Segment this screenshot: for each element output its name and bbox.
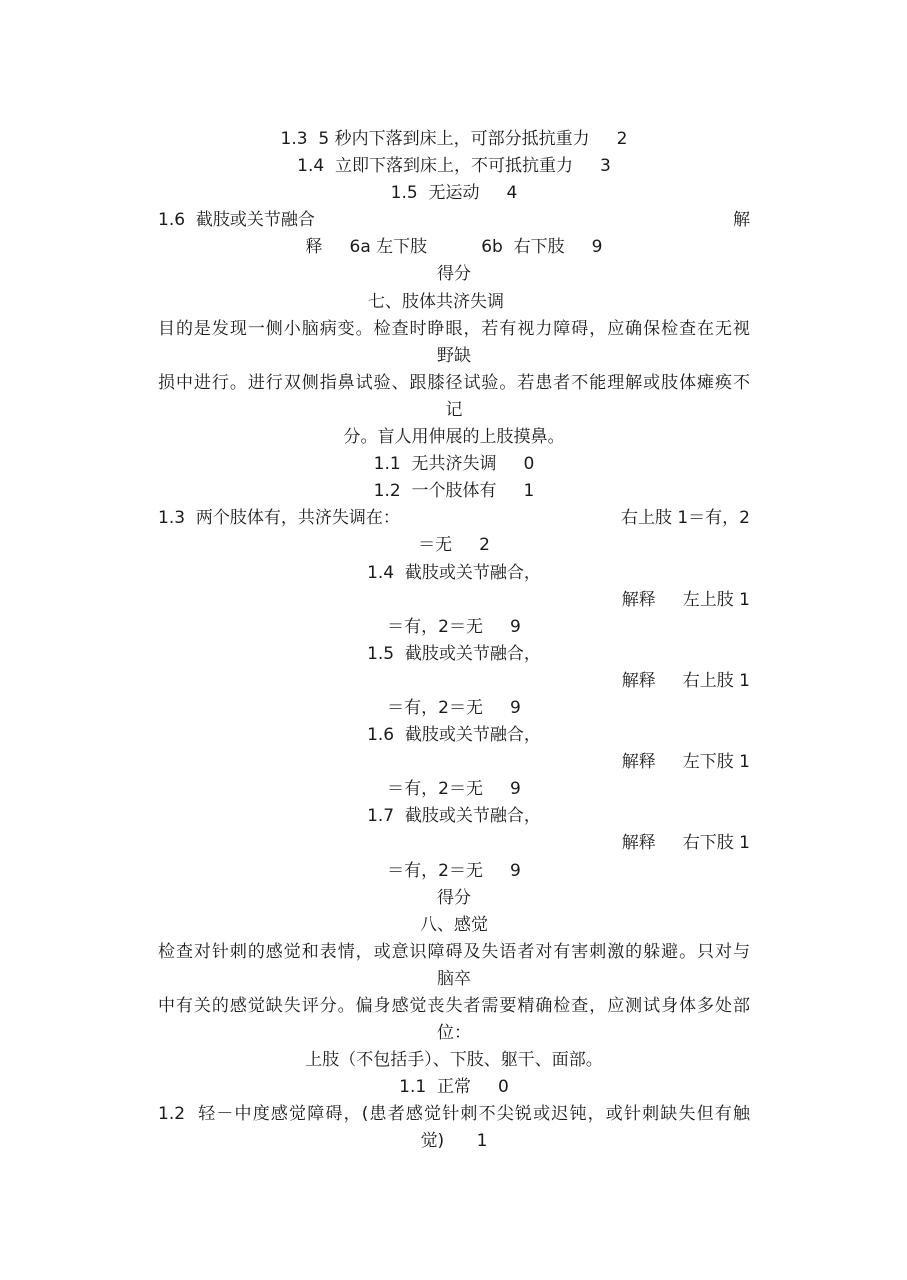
item-6-1-3: 1.3 5 秒内下落到床上，可部分抵抗重力 2 (280, 129, 628, 149)
item-6-1-5: 1.5 无运动 4 (390, 183, 518, 204)
item-6-1-6-text: 1.6 截肢或关节融合 (158, 210, 315, 231)
section7-intro-3: 分。盲人用伸展的上肢摸鼻。 (343, 427, 565, 448)
item-6-1-6-right: 解 (733, 210, 750, 231)
section8-title: 八、感觉 (420, 914, 488, 935)
section7-intro-2: 损中进行。进行双侧指鼻试验、跟膝径试验。若患者不能理解或肢体瘫痪不 (158, 372, 750, 393)
item-7-1-4: 1.4 截肢或关节融合， (367, 562, 541, 583)
section6-score: 得分 (437, 264, 471, 285)
item-7-1-2: 1.2 一个肢体有 1 (373, 481, 535, 502)
section8-intro-3: 上肢（不包括手）、下肢、躯干、面部。 (305, 1050, 603, 1071)
item-7-1-5-cont: ＝有，2＝无 9 (387, 697, 521, 718)
item-8-1-2: 1.2 轻－中度感觉障碍，(患者感觉针刺不尖锐或迟钝，或针刺缺失但有触 (158, 1104, 750, 1125)
item-7-1-5-right: 解释 右上肢 1 (621, 670, 750, 691)
section7-score: 得分 (437, 887, 471, 908)
item-7-1-4-cont: ＝有，2＝无 9 (387, 616, 521, 637)
item-7-1-4-right: 解释 左上肢 1 (621, 589, 750, 610)
item-7-1-6: 1.6 截肢或关节融合， (367, 725, 541, 746)
item-7-1-1: 1.1 无共济失调 0 (373, 454, 535, 475)
section8-intro-1-cont: 脑卒 (437, 968, 471, 989)
item-7-1-3-text: 1.3 两个肢体有，共济失调在： (158, 508, 400, 529)
item-6-1-6 (158, 207, 750, 234)
item-7-1-6-cont: ＝有，2＝无 9 (387, 779, 521, 800)
item-6-1-6-cont: 释 6a 左下肢 6b 右下肢 9 (305, 237, 603, 258)
item-6-1-4: 1.4 立即下落到床上，不可抵抗重力 3 (297, 156, 611, 177)
item-7-1-6-right: 解释 左下肢 1 (621, 752, 750, 773)
item-7-1-7: 1.7 截肢或关节融合， (367, 806, 541, 827)
section7-intro-2-cont: 记 (445, 399, 463, 420)
item-7-1-3-cont: ＝无 2 (418, 535, 490, 556)
item-7-1-7-cont: ＝有，2＝无 9 (387, 860, 521, 881)
item-7-1-7-right: 解释 右下肢 1 (621, 833, 750, 854)
item-8-1-1: 1.1 正常 0 (399, 1077, 509, 1098)
section8-intro-1: 检查对针刺的感觉和表情，或意识障碍及失语者对有害刺激的躲避。只对与 (158, 941, 750, 962)
item-7-1-3 (158, 505, 750, 532)
section8-intro-2: 中有关的感觉缺失评分。偏身感觉丧失者需要精确检查，应测试身体多处部 (158, 996, 750, 1016)
document-page (158, 126, 750, 1156)
section7-intro-1-cont: 野缺 (437, 345, 471, 366)
section7-intro-1: 目的是发现一侧小脑病变。检查时睁眼，若有视力障碍，应确保检查在无视 (158, 318, 750, 339)
section8-intro-2-cont: 位： (437, 1023, 471, 1044)
section7-title: 七、肢体共济失调 (368, 291, 504, 312)
item-7-1-5: 1.5 截肢或关节融合， (367, 643, 541, 664)
item-7-1-3-right: 右上肢 1＝有，2 (620, 508, 750, 529)
item-8-1-2-cont: 觉) 1 (420, 1131, 488, 1152)
